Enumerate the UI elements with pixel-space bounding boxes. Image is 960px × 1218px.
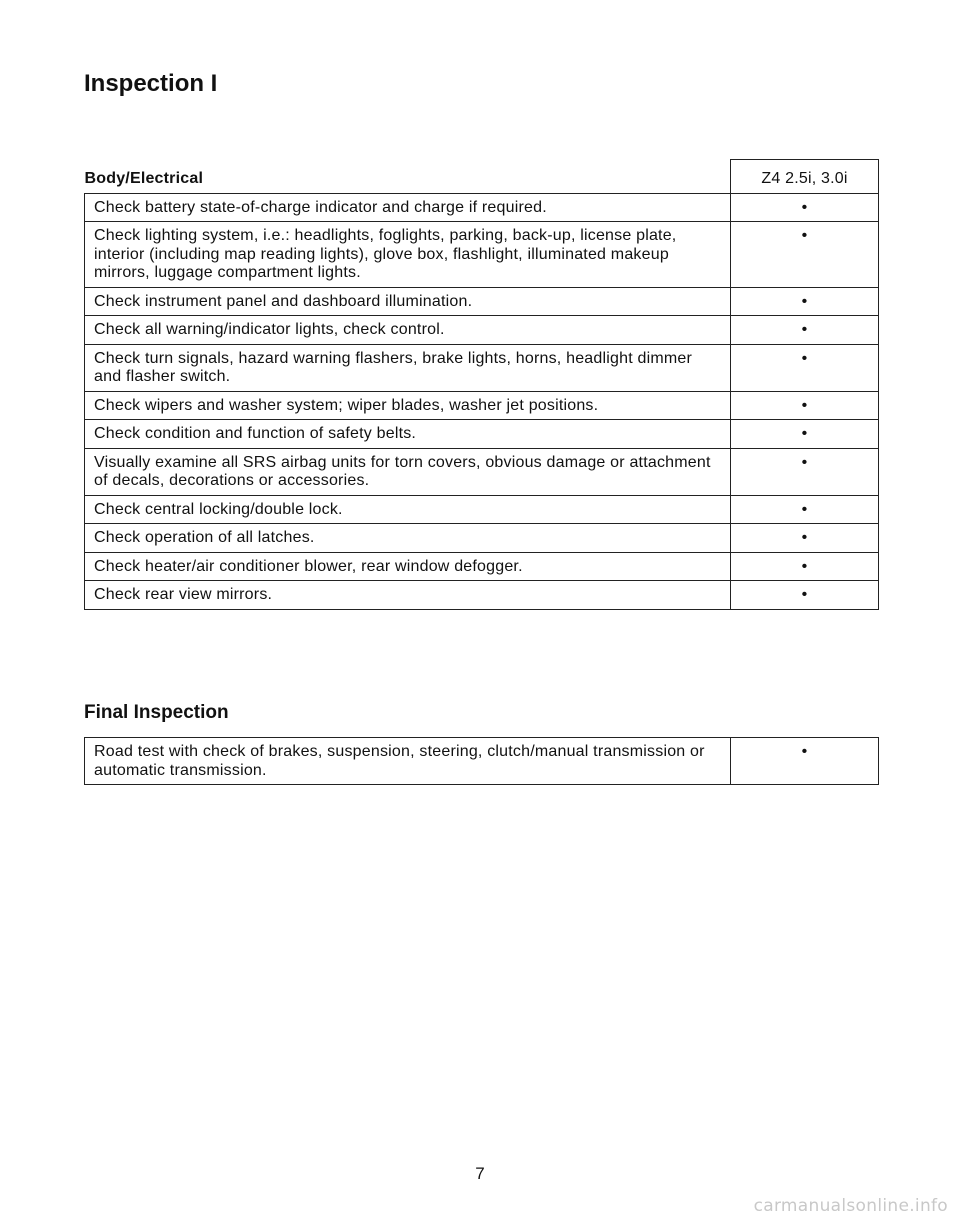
task-cell: Check rear view mirrors. — [85, 581, 731, 610]
required-bullet-cell: • — [731, 448, 879, 495]
required-bullet-cell: • — [731, 316, 879, 345]
table-row — [85, 344, 879, 391]
section-heading-body-electrical: Body/Electrical — [84, 170, 204, 187]
task-cell: Check lighting system, i.e.: headlights, foglights, parking, back-up, license plate, interior (including map reading lights), glove box, flashlight, illuminated makeup mirrors, luggage compartment lights. — [85, 222, 731, 288]
required-bullet-cell: • — [731, 344, 879, 391]
required-bullet-cell: • — [731, 287, 879, 316]
table-row — [85, 287, 879, 316]
table-row — [85, 391, 879, 420]
final-inspection-rows — [85, 738, 879, 785]
final-inspection-table — [84, 737, 879, 785]
task-cell: Check wipers and washer system; wiper blades, washer jet positions. — [85, 391, 731, 420]
table-row — [85, 448, 879, 495]
required-bullet-cell: • — [731, 495, 879, 524]
table-row — [85, 222, 879, 288]
watermark-logo: carmanualsonline.info — [753, 1196, 948, 1216]
required-bullet-cell: • — [731, 738, 879, 785]
required-bullet-cell: • — [731, 581, 879, 610]
task-cell: Check all warning/indicator lights, check control. — [85, 316, 731, 345]
task-cell: Check instrument panel and dashboard illumination. — [85, 287, 731, 316]
section-heading-final-inspection: Final Inspection — [84, 702, 229, 723]
task-cell: Check central locking/double lock. — [85, 495, 731, 524]
table-row — [85, 524, 879, 553]
page-title: Inspection I — [84, 70, 218, 97]
required-bullet-cell: • — [731, 420, 879, 449]
required-bullet-cell: • — [731, 524, 879, 553]
required-bullet-cell: • — [731, 391, 879, 420]
task-cell: Check turn signals, hazard warning flashers, brake lights, horns, headlight dimmer and flasher switch. — [85, 344, 731, 391]
model-column-header: Z4 2.5i, 3.0i — [731, 160, 879, 194]
table-row — [85, 581, 879, 610]
task-cell: Check operation of all latches. — [85, 524, 731, 553]
body-electrical-rows — [85, 160, 879, 610]
table-row — [85, 420, 879, 449]
table-header-row — [85, 160, 879, 194]
required-bullet-cell: • — [731, 193, 879, 222]
required-bullet-cell: • — [731, 552, 879, 581]
table-row — [85, 495, 879, 524]
task-cell: Check heater/air conditioner blower, rear window defogger. — [85, 552, 731, 581]
task-cell: Check condition and function of safety belts. — [85, 420, 731, 449]
task-cell: Check battery state-of-charge indicator and charge if required. — [85, 193, 731, 222]
table-row — [85, 552, 879, 581]
required-bullet-cell: • — [731, 222, 879, 288]
page-number: 7 — [475, 1164, 485, 1183]
body-electrical-table — [84, 159, 879, 610]
table-row — [85, 738, 879, 785]
task-cell: Road test with check of brakes, suspension, steering, clutch/manual transmission or automatic transmission. — [85, 738, 731, 785]
table-row — [85, 193, 879, 222]
table-row — [85, 316, 879, 345]
task-cell: Visually examine all SRS airbag units for torn covers, obvious damage or attachment of decals, decorations or accessories. — [85, 448, 731, 495]
